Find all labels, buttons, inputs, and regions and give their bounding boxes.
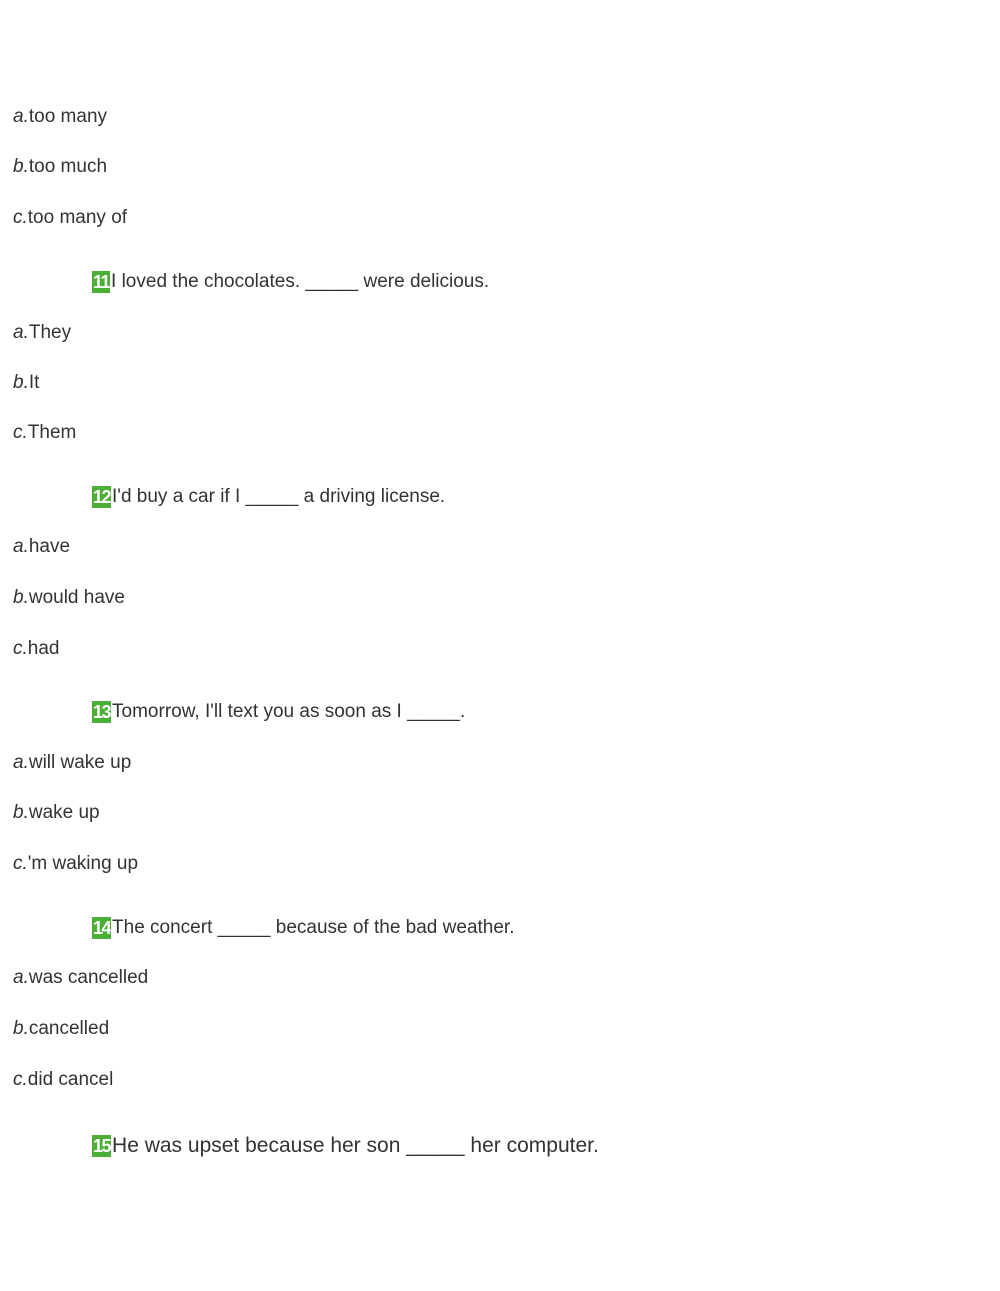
option-letter: a. (13, 106, 29, 127)
option-letter: b. (13, 1018, 29, 1039)
option-letter: a. (13, 967, 29, 988)
option-c[interactable] (13, 1069, 113, 1091)
question-text: Tomorrow, I'll text you as soon as I _____. (112, 701, 466, 722)
question-12 (92, 486, 445, 508)
option-b[interactable] (13, 802, 100, 824)
question-13 (92, 701, 465, 723)
question-14 (92, 917, 514, 939)
option-text: would have (28, 587, 125, 608)
option-text: too many (28, 106, 108, 127)
option-text: had (27, 638, 60, 659)
option-letter: b. (13, 587, 29, 608)
option-c[interactable] (13, 853, 138, 875)
question-number-badge: 11 (93, 272, 110, 292)
question-text: I loved the chocolates. _____ were delicious. (111, 271, 490, 292)
option-text: They (28, 322, 72, 343)
option-a[interactable] (13, 536, 70, 558)
option-text: wake up (28, 802, 100, 823)
option-b[interactable] (13, 587, 125, 609)
option-letter: b. (13, 156, 29, 177)
option-b[interactable] (13, 156, 107, 178)
option-b[interactable] (13, 372, 39, 394)
option-letter: c. (13, 853, 28, 874)
question-number-badge: 12 (93, 487, 111, 507)
option-letter: c. (13, 207, 28, 228)
question-number-badge: 15 (93, 1136, 111, 1156)
option-text: It (28, 372, 40, 393)
question-text: The concert _____ because of the bad weather. (112, 917, 515, 938)
question-text: He was upset because her son _____ her computer. (112, 1134, 599, 1157)
option-a[interactable] (13, 967, 148, 989)
option-text: will wake up (28, 752, 132, 773)
option-text: was cancelled (28, 967, 149, 988)
option-text: cancelled (28, 1018, 110, 1039)
option-c[interactable] (13, 422, 76, 444)
option-letter: a. (13, 752, 29, 773)
option-letter: c. (13, 638, 28, 659)
option-a[interactable] (13, 322, 71, 344)
option-text: have (28, 536, 71, 557)
option-text: Them (27, 422, 77, 443)
option-c[interactable] (13, 638, 59, 660)
option-text: 'm waking up (27, 853, 139, 874)
option-text: too many of (27, 207, 128, 228)
option-text: too much (28, 156, 108, 177)
question-number-badge: 14 (93, 918, 111, 938)
option-a[interactable] (13, 752, 131, 774)
question-number-badge: 13 (93, 702, 111, 722)
option-text: did cancel (27, 1069, 114, 1090)
option-letter: a. (13, 536, 29, 557)
option-b[interactable] (13, 1018, 109, 1040)
option-letter: a. (13, 322, 29, 343)
question-15 (92, 1135, 599, 1157)
option-letter: c. (13, 422, 28, 443)
option-letter: b. (13, 372, 29, 393)
question-text: I'd buy a car if I _____ a driving license. (112, 486, 446, 507)
option-letter: b. (13, 802, 29, 823)
question-11 (92, 271, 489, 293)
option-letter: c. (13, 1069, 28, 1090)
option-c[interactable] (13, 207, 127, 229)
option-a[interactable] (13, 106, 107, 128)
